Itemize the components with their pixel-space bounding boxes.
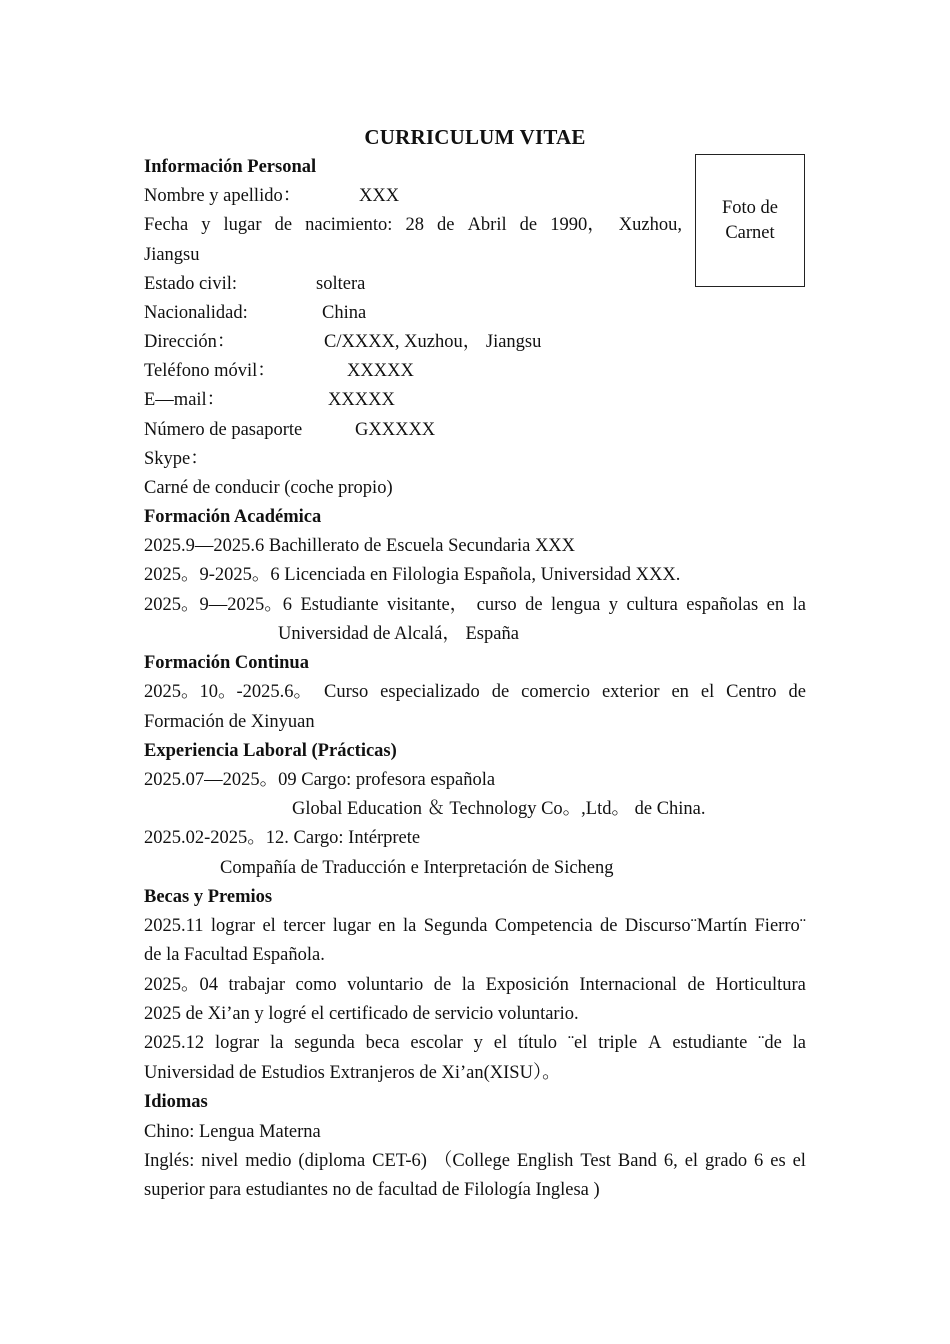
word: visitante， — [386, 595, 469, 615]
nationality-label: Nacionalidad: — [144, 303, 248, 323]
word: nacimiento: — [305, 215, 393, 235]
continuing-entry-1 — [144, 680, 806, 704]
word: nivel — [201, 1151, 239, 1171]
word: y — [201, 215, 211, 235]
word: de — [599, 916, 618, 936]
academic-entry-2: 2025。9-2025。6 Licenciada en Filologia Española, Universidad XXX. — [144, 565, 681, 585]
passport-label: Número de pasaporte — [144, 420, 303, 440]
civil-status-value: soltera — [316, 274, 366, 294]
word: trabajar — [228, 975, 286, 995]
word: Fecha — [144, 215, 189, 235]
section-heading-continuing: Formación Continua — [144, 653, 309, 673]
word: el — [700, 682, 715, 702]
word: beca — [365, 1033, 400, 1053]
work-entry-1: 2025.07—2025。09 Cargo: profesora española — [144, 770, 496, 790]
photo-placeholder — [695, 154, 805, 287]
word: lograr — [210, 916, 256, 936]
word: el — [684, 1151, 699, 1171]
language-chinese: Chino: Lengua Materna — [144, 1122, 321, 1142]
work-entry-2-company: Compañía de Traducción e Interpretación de Sicheng — [220, 858, 614, 878]
word: Discurso¨Martín — [624, 916, 748, 936]
word: de — [525, 595, 543, 615]
phone-label: Teléfono móvil： — [144, 361, 276, 381]
word: 6 — [754, 1151, 764, 1171]
language-english-cont: superior para estudiantes no de facultad de Filología Inglesa ) — [144, 1180, 600, 1200]
word: lugar — [332, 916, 371, 936]
work-entry-2: 2025.02-2025。12. Cargo: Intérprete — [144, 828, 421, 848]
word: de — [788, 682, 806, 702]
language-english — [144, 1149, 806, 1173]
word: (diploma — [298, 1151, 366, 1171]
award-entry-2 — [144, 973, 806, 997]
word: Exposición — [485, 975, 569, 995]
word: triple — [598, 1033, 638, 1053]
word: título — [517, 1033, 557, 1053]
phone-value: XXXXX — [347, 361, 414, 381]
word: la — [403, 916, 417, 936]
word: lugar — [223, 215, 262, 235]
word: y — [473, 1033, 483, 1053]
word: Band — [617, 1151, 657, 1171]
birth-line — [144, 213, 682, 237]
word: de — [491, 682, 510, 702]
word: Internacional — [579, 975, 677, 995]
word: curso — [476, 595, 517, 615]
award-entry-3-cont: Universidad de Estudios Extranjeros de Xi’an(XISU）。 — [144, 1063, 561, 1083]
word: Test — [580, 1151, 611, 1171]
word: de — [437, 215, 455, 235]
word: de — [433, 975, 452, 995]
word: lengua — [551, 595, 601, 615]
name-value: XXX — [359, 186, 400, 206]
word: el — [493, 1033, 508, 1053]
photo-placeholder-label: Foto de Carnet — [721, 197, 778, 243]
word: españolas — [686, 595, 759, 615]
section-heading-languages: Idiomas — [144, 1092, 208, 1112]
word: de — [274, 215, 293, 235]
academic-entry-1: 2025.9—2025.6 Bachillerato de Escuela Secundaria XXX — [144, 536, 576, 556]
word: comercio — [521, 682, 590, 702]
driving-license: Carné de conducir (coche propio) — [144, 478, 393, 498]
word: estudiante — [672, 1033, 748, 1053]
word: medio — [245, 1151, 292, 1171]
section-heading-work: Experiencia Laboral (Prácticas) — [144, 741, 397, 761]
skype-label: Skype： — [144, 449, 209, 469]
word: cultura — [626, 595, 678, 615]
name-label: Nombre y apellido： — [144, 186, 302, 206]
word: el — [792, 1151, 806, 1171]
work-entry-1-company: Global Education ＆ Technology Co。,Ltd。 de China. — [292, 799, 706, 819]
word: como — [295, 975, 337, 995]
email-label: E—mail： — [144, 390, 226, 410]
word: el — [262, 916, 276, 936]
word: en — [671, 682, 689, 702]
word: escolar — [410, 1033, 463, 1053]
word: 28 — [405, 215, 424, 235]
word: 2025.11 — [144, 916, 204, 936]
word: grado — [704, 1151, 748, 1171]
word: la — [270, 1033, 284, 1053]
word: Segunda — [423, 916, 488, 936]
word: Horticultura — [715, 975, 806, 995]
word: segunda — [294, 1033, 355, 1053]
word: la — [792, 595, 806, 615]
award-entry-3 — [144, 1031, 806, 1055]
word: 2025。10。-2025.6。 — [144, 682, 313, 702]
word: voluntario — [347, 975, 424, 995]
word: de — [687, 975, 705, 995]
passport-value: GXXXXX — [355, 420, 436, 440]
word: ¨el — [567, 1033, 588, 1053]
civil-status-label: Estado civil: — [144, 274, 237, 294]
word: （College — [433, 1151, 510, 1171]
nationality-value: China — [322, 303, 367, 323]
cv-title: CURRICULUM VITAE — [364, 125, 586, 149]
word: es — [770, 1151, 786, 1171]
word: A — [648, 1033, 662, 1053]
word: 2025。04 — [144, 975, 219, 995]
word: English — [516, 1151, 574, 1171]
word: de — [519, 215, 538, 235]
word: Centro — [726, 682, 777, 702]
word: lograr — [214, 1033, 260, 1053]
address-value: C/XXXX, Xuzhou， Jiangsu — [324, 332, 542, 352]
word: y — [608, 595, 619, 615]
continuing-entry-1-cont: Formación de Xinyuan — [144, 712, 315, 732]
word: ¨de — [758, 1033, 782, 1053]
word: tercer — [283, 916, 326, 936]
section-heading-awards: Becas y Premios — [144, 887, 273, 907]
word: 6, — [663, 1151, 678, 1171]
address-label: Dirección： — [144, 332, 236, 352]
word: Inglés: — [144, 1151, 195, 1171]
word: Competencia — [494, 916, 593, 936]
word: la — [461, 975, 476, 995]
section-heading-academic: Formación Académica — [144, 507, 322, 527]
academic-entry-3 — [144, 593, 806, 617]
award-entry-1 — [144, 914, 806, 938]
word: la — [792, 1033, 806, 1053]
word: en — [378, 916, 396, 936]
word: especializado — [380, 682, 480, 702]
award-entry-2-cont: 2025 de Xi’an y logré el certificado de servicio voluntario. — [144, 1004, 579, 1024]
award-entry-1-cont: de la Facultad Española. — [144, 945, 325, 965]
word: Abril — [467, 215, 507, 235]
academic-entry-3-cont: Universidad de Alcalá， España — [278, 624, 519, 644]
word: 2025.12 — [144, 1033, 205, 1053]
birth-line-cont: Jiangsu — [144, 245, 200, 265]
word: Curso — [324, 682, 369, 702]
email-value: XXXXX — [328, 390, 395, 410]
section-heading-personal: Información Personal — [144, 157, 317, 177]
word: 1990， — [550, 215, 606, 235]
word: exterior — [601, 682, 660, 702]
word: Estudiante — [300, 595, 379, 615]
word: CET-6) — [372, 1151, 427, 1171]
word: 2025。9—2025。6 — [144, 595, 293, 615]
word: Fierro¨ — [754, 916, 806, 936]
word: Xuzhou, — [618, 215, 682, 235]
word: en — [766, 595, 785, 615]
